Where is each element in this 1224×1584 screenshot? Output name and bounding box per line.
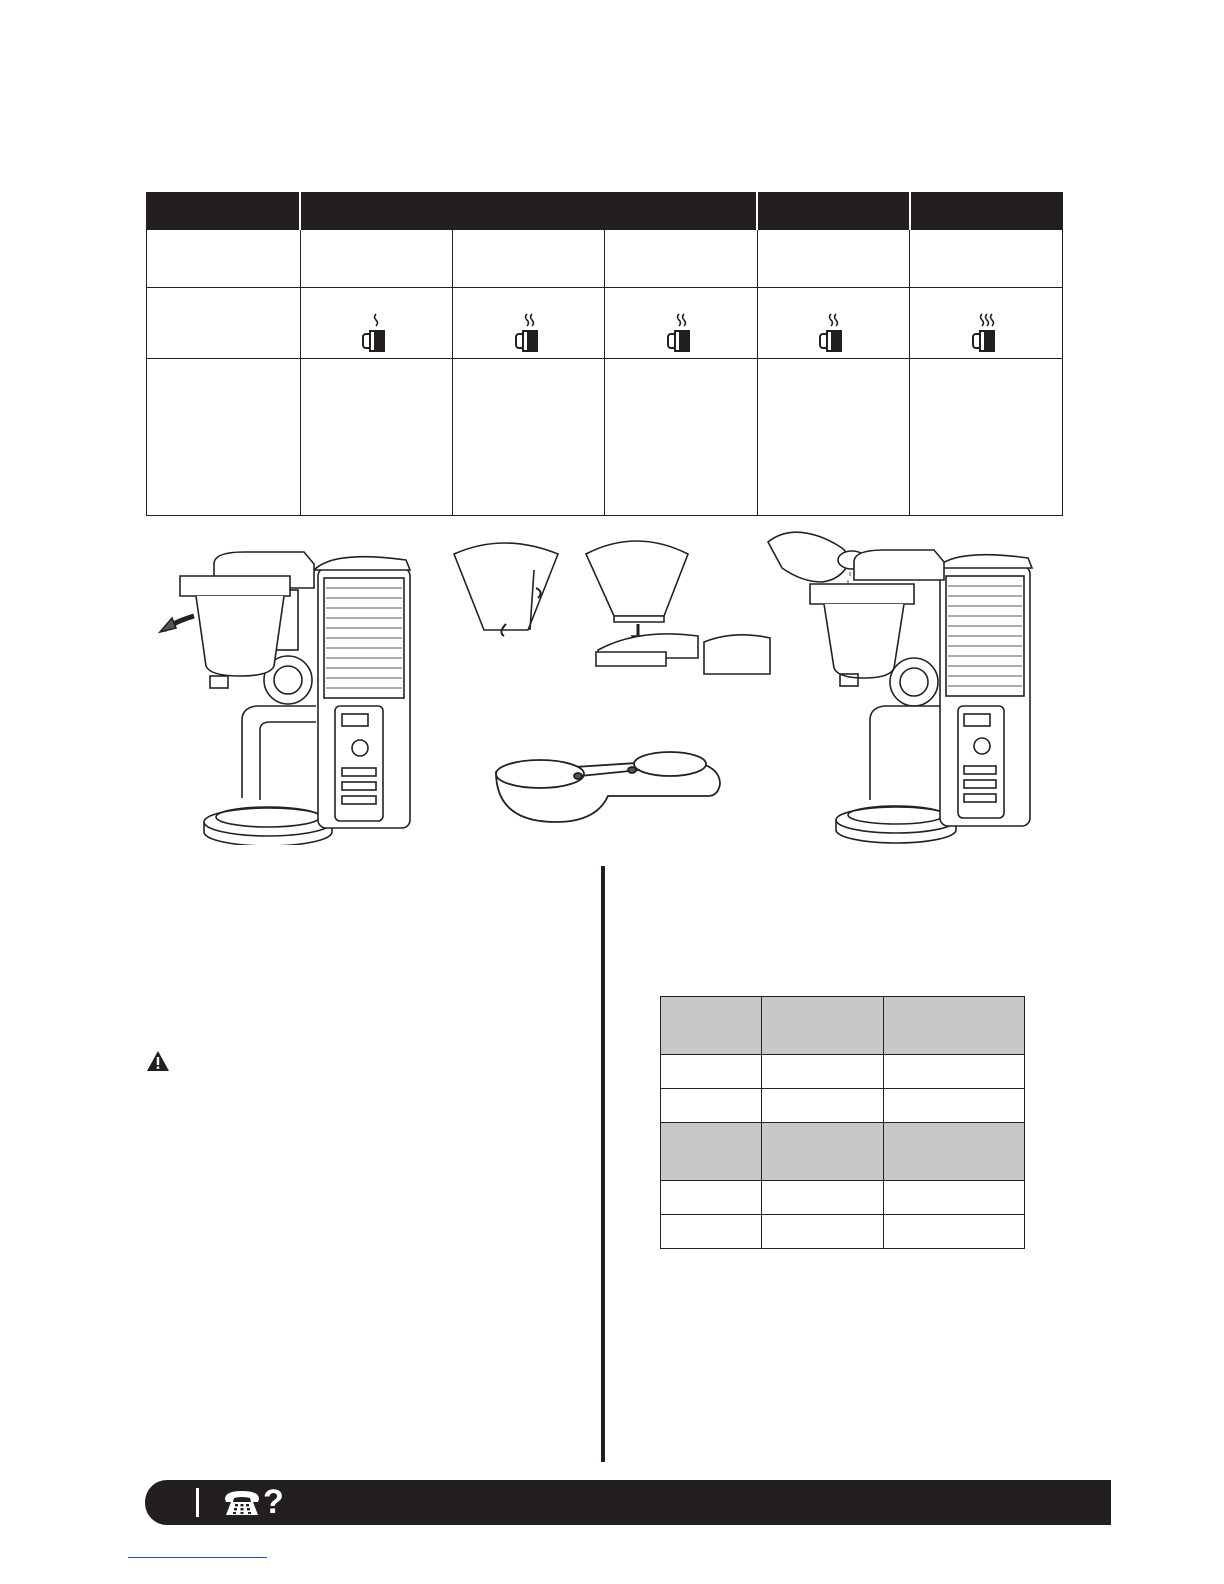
steaming-mug-icon (361, 312, 391, 354)
table-cell (147, 359, 301, 516)
table-cell (661, 1123, 762, 1181)
table-row (661, 1215, 1025, 1249)
table-cell (762, 1055, 884, 1089)
table-cell (910, 359, 1062, 516)
table-cell (884, 1089, 1025, 1123)
warning-triangle-icon (146, 1050, 170, 1072)
steaming-mug-icon (666, 312, 696, 354)
folding-filter-illustration (448, 540, 568, 640)
steaming-mug-icon (971, 312, 1001, 354)
table-cell (762, 997, 884, 1055)
table-cell (300, 359, 452, 516)
steaming-mug-icon (514, 312, 544, 354)
footer-separator (196, 1488, 199, 1517)
scoop-table-header-row (661, 1123, 1025, 1181)
table-cell (762, 1215, 884, 1249)
table-cell (661, 1181, 762, 1215)
coffee-maker-basket-removed-illustration (150, 540, 420, 845)
table-cell (661, 1055, 762, 1089)
steaming-mug-icon (818, 312, 848, 354)
scoop-table-header-row (661, 997, 1025, 1055)
table-row (661, 1181, 1025, 1215)
table-cell (762, 1123, 884, 1181)
measuring-scoop-illustration (492, 736, 722, 826)
coffee-maker-adding-grounds-illustration (764, 522, 1064, 844)
brew-table-header-row (147, 193, 1063, 230)
brew-table-icon-row (147, 288, 1063, 359)
telephone-icon (222, 1489, 262, 1517)
table-cell (884, 1055, 1025, 1089)
table-cell (661, 997, 762, 1055)
header-cell (757, 193, 909, 230)
table-cell (452, 230, 604, 288)
table-cell (757, 359, 909, 516)
link-underline[interactable] (128, 1557, 267, 1558)
table-cell (884, 1181, 1025, 1215)
table-cell (910, 288, 1062, 359)
scoop-measurement-table (660, 996, 1025, 1249)
table-cell (884, 1123, 1025, 1181)
footer-bar (145, 1480, 1111, 1525)
header-cell (300, 193, 757, 230)
table-cell (762, 1181, 884, 1215)
header-cell (910, 193, 1062, 230)
table-cell (762, 1089, 884, 1123)
table-cell (147, 288, 301, 359)
help-question-mark: ? (263, 1483, 284, 1521)
table-row (661, 1089, 1025, 1123)
table-cell (452, 288, 604, 359)
insert-filter-illustration (584, 538, 774, 680)
table-cell (452, 359, 604, 516)
table-cell (147, 230, 301, 288)
table-cell (300, 288, 452, 359)
column-divider (601, 866, 605, 1462)
table-cell (757, 230, 909, 288)
table-cell (605, 288, 757, 359)
table-row (661, 1055, 1025, 1089)
brew-table-row (147, 359, 1063, 516)
brew-size-table (146, 192, 1063, 516)
table-cell (884, 997, 1025, 1055)
table-cell (757, 288, 909, 359)
table-cell (910, 230, 1062, 288)
table-cell (661, 1089, 762, 1123)
header-cell (147, 193, 301, 230)
brew-table-row (147, 230, 1063, 288)
table-cell (661, 1215, 762, 1249)
table-cell (884, 1215, 1025, 1249)
table-cell (605, 359, 757, 516)
table-cell (300, 230, 452, 288)
table-cell (605, 230, 757, 288)
